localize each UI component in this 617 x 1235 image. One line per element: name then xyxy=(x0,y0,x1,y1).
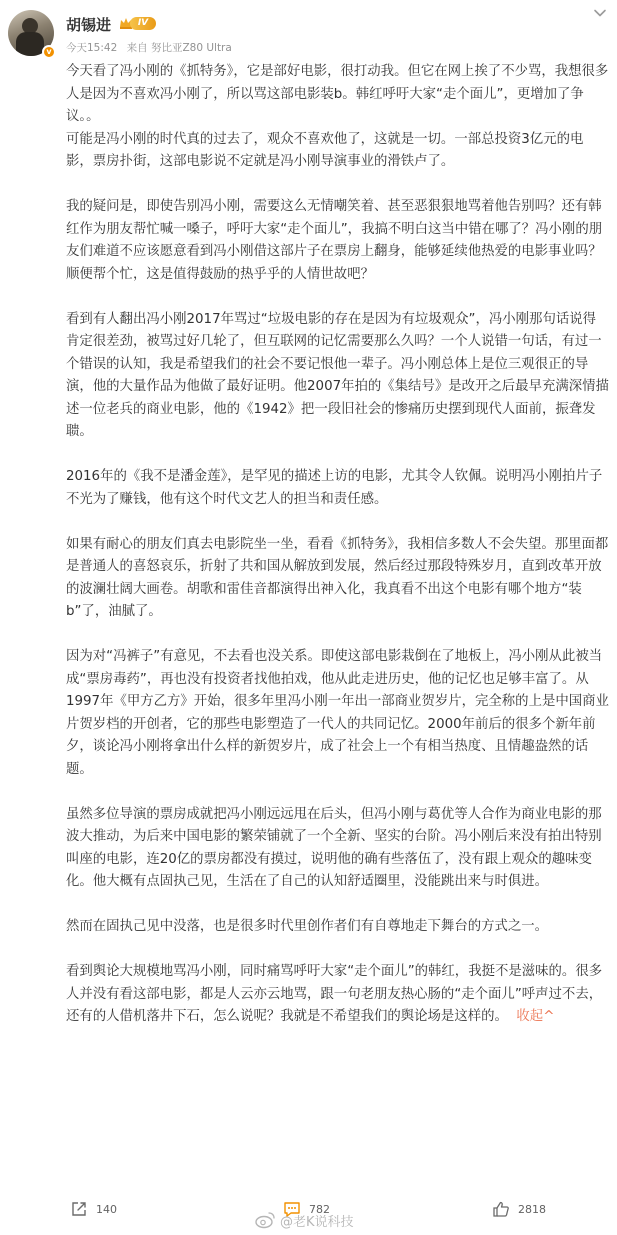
like-button[interactable] xyxy=(492,1198,546,1220)
thumbs-up-icon xyxy=(492,1200,510,1218)
post-source: 来自 努比亚Z80 Ultra xyxy=(126,42,232,54)
chevron-down-icon[interactable] xyxy=(592,5,608,21)
vip-level-badge: IV xyxy=(130,17,156,30)
comment-button[interactable] xyxy=(283,1198,330,1220)
comment-count: 782 xyxy=(309,1202,330,1216)
vip-crown-icon[interactable] xyxy=(119,16,157,31)
watermark-text: @老K说科技 xyxy=(280,1214,354,1230)
verified-badge-icon: v xyxy=(42,45,56,59)
post-time: 今天15:42 xyxy=(66,42,118,54)
post-header xyxy=(0,0,617,62)
last-paragraph xyxy=(66,961,609,1029)
paragraph: 然而在固执己见中没落，也是很多时代里创作者们有自尊地走下舞台的方式之一。 xyxy=(66,919,549,934)
collapse-link[interactable] xyxy=(516,1009,554,1024)
repost-count: 140 xyxy=(96,1202,117,1216)
author-name[interactable]: 胡锡进 xyxy=(66,16,112,34)
like-count: 2818 xyxy=(518,1202,546,1216)
post-body xyxy=(66,61,609,1029)
collapse-label: 收起 xyxy=(516,1009,544,1024)
paragraph-text: 看到舆论大规模地骂冯小刚，同时痛骂呼吁大家“走个面儿”的韩红，我挺不是滋味的。很多人并没有看这部电影，都是人云亦云地骂，跟一句老朋友热心肠的“走个面儿”呼声过不去，还有的人借机落井下石，怎么说呢？我就是不希望我们的舆论场是这样的。 xyxy=(66,964,603,1024)
paragraph: 今天看了冯小刚的《抓特务》，它是部好电影，很打动我。但它在网上挨了不少骂，我想很多人是因为不喜欢冯小刚了，所以骂这部电影装b。韩红呼吁大家“走个面儿”，更增加了争议。。 xyxy=(66,64,609,124)
paragraph: 虽然多位导演的票房成就把冯小刚远远甩在后头，但冯小刚与葛优等人合作为商业电影的那波大推动，为后来中国电影的繁荣铺就了一个全新、坚实的台阶。冯小刚后来没有拍出特别叫座的电影，连20亿的票房都没有摸过，说明他的确有些落伍了，没有跟上观众的趣味变化。他大概有点固执己见，生活在了自己的认知舒适圈里，没能跳出来与时俱进。 xyxy=(66,806,602,889)
collapse-arrow-icon: ^ xyxy=(543,1009,555,1024)
paragraph: 2016年的《我不是潘金莲》，是罕见的描述上访的电影，尤其令人钦佩。说明冯小刚拍片子不光为了赚钱，他有这个时代文艺人的担当和责任感。 xyxy=(66,469,603,507)
paragraph: 我的疑问是，即使告别冯小刚，需要这么无情嘲笑着、甚至恶狠狠地骂着他告别吗？还有韩红作为朋友帮忙喊一嗓子，呼吁大家“走个面儿”，我搞不明白这当中错在哪了？冯小刚的朋友们难道不应该愿意看到冯小刚借这部片子在票房上翻身，能够延续他热爱的电影事业吗？顺便帮个忙，这是值得鼓励的热乎乎的人情世故吧？ xyxy=(66,199,603,282)
repost-icon xyxy=(70,1200,88,1218)
avatar-figure-body xyxy=(16,32,44,56)
comment-icon xyxy=(283,1200,301,1218)
paragraph: 如果有耐心的朋友们真去电影院坐一坐，看看《抓特务》，我相信多数人不会失望。那里面都是普通人的喜怒哀乐，折射了共和国从解放到发展，然后经过那段特殊岁月，直到改革开放的波澜壮阔大画卷。胡歌和雷佳音都演得出神入化，我真看不出这个电影有哪个地方“装b”了，油腻了。 xyxy=(66,536,609,619)
action-bar xyxy=(0,1196,617,1222)
repost-button[interactable] xyxy=(70,1198,117,1220)
post-meta xyxy=(66,40,238,55)
paragraph: 看到有人翻出冯小刚2017年骂过“垃圾电影的存在是因为有垃圾观众”，冯小刚那句话说得肯定很差劲，被骂过好几轮了，但互联网的记忆需要那么久吗？一个人说错一句话，有过一个错误的认知，我是希望我们的社会不要记恨他一辈子。冯小刚总体上是位三观很正的导演，他的大量作品为他做了最好证明。他2007年拍的《集结号》是改开之后最早充满深情描述一位老兵的商业电影，他的《1942》把一段旧社会的惨痛历史摆到现代人面前，振聋发聩。 xyxy=(66,311,609,439)
paragraph: 可能是冯小刚的时代真的过去了，观众不喜欢他了，这就是一切。一部总投资3亿元的电影，票房扑街，这部电影说不定就是冯小刚导演事业的滑铁卢了。 xyxy=(66,131,584,169)
paragraph: 因为对“冯裤子”有意见，不去看也没关系。即使这部电影栽倒在了地板上，冯小刚从此被当成“票房毒药”，再也没有投资者找他拍戏，他从此走进历史，他的记忆也足够丰富了。从1997年《甲方乙方》开始，很多年里冯小刚一年出一部商业贺岁片，完全称的上是中国商业片贺岁档的开创者，它的那些电影塑造了一代人的共同记忆。2000年前后的很多个新年前夕，谈论冯小刚将拿出什么样的新贺岁片，成了社会上一个有相当热度、且情趣盎然的话题。 xyxy=(66,649,609,777)
